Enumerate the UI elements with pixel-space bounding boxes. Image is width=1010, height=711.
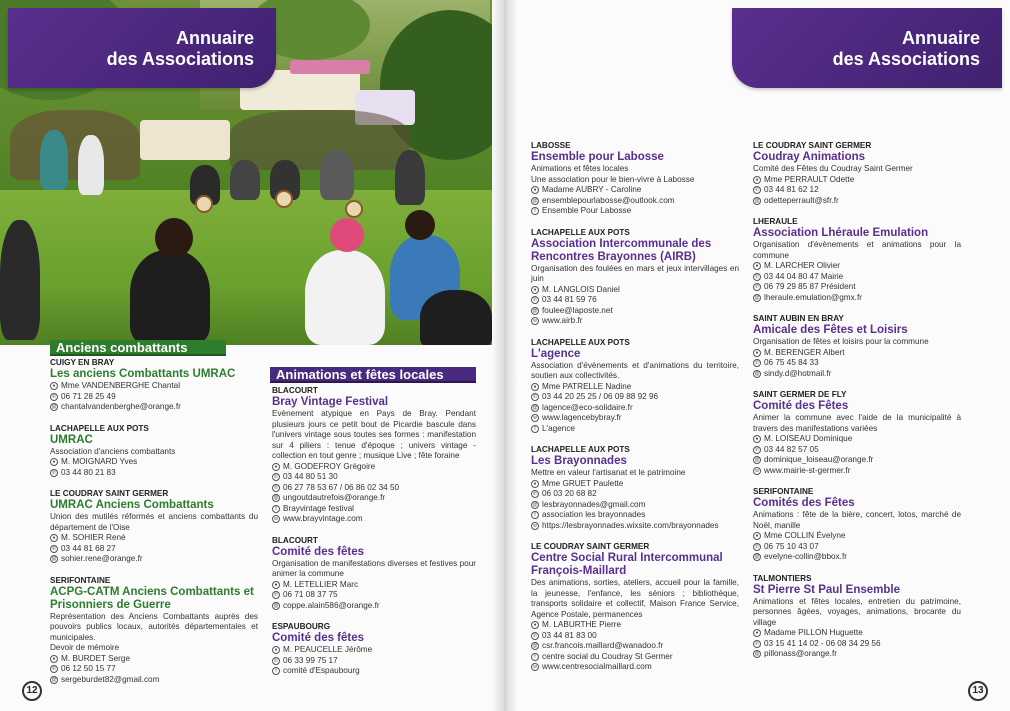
email-icon: @ xyxy=(532,404,538,411)
email-icon: @ xyxy=(532,307,538,314)
facebook-icon: f xyxy=(272,667,280,675)
contact-text: M. LABURTHE Pierre xyxy=(542,620,622,629)
contact-text: www.lagencebybray.fr xyxy=(542,413,622,422)
contact-text: L'agence xyxy=(542,423,575,433)
entry-contact-line xyxy=(50,544,258,555)
email-icon: @ xyxy=(273,602,279,609)
entry-contact-line xyxy=(50,533,258,544)
entry-contact-line[interactable] xyxy=(531,500,739,511)
entry-association-name: Coudray Animations xyxy=(753,151,866,163)
facebook-icon: f xyxy=(531,425,539,433)
contact-text: 03 44 04 80 47 Mairie xyxy=(764,271,844,281)
entry-town: TALMONTIERS xyxy=(753,573,812,583)
page-number-right: 13 xyxy=(968,681,988,701)
entry-description: Organisation de manifestations diverses et festives pour animer la commune xyxy=(272,558,476,578)
banner-title-line2: des Associations xyxy=(106,49,254,69)
contact-text: foulee@laposte.net xyxy=(542,305,613,315)
person-icon: ● xyxy=(753,349,761,357)
phone-icon: ✆ xyxy=(532,297,538,304)
contact-text: 06 12 50 15 77 xyxy=(61,664,116,673)
entry-town: BLACOURT xyxy=(272,535,318,545)
entry-description: Association d'anciens combattants xyxy=(50,446,176,456)
entry-description: Mettre en valeur l'artisanat et le patrimoine xyxy=(531,468,686,477)
web-icon: w xyxy=(531,414,539,422)
contact-text: 06 71 08 37 75 xyxy=(283,590,338,599)
email-icon: @ xyxy=(51,404,57,411)
association-entry xyxy=(50,357,258,413)
entry-contact-line[interactable] xyxy=(753,293,961,304)
association-entry xyxy=(50,423,258,479)
entry-contact-line xyxy=(272,656,476,667)
entry-contact-line xyxy=(50,643,258,654)
entry-contact-line xyxy=(753,175,961,186)
entry-town: SAINT GERMER DE FLY xyxy=(753,390,847,399)
entry-contact-line[interactable] xyxy=(531,662,739,673)
contact-text: 06 27 78 53 67 / 06 86 02 34 50 xyxy=(283,482,400,492)
association-entry xyxy=(753,573,961,660)
person-icon: ● xyxy=(272,463,280,471)
entry-description: Organisation des foulées en mars et jeux intervillages en juin xyxy=(531,263,739,283)
contact-text: ensemblepourlabosse@outlook.com xyxy=(542,195,675,205)
phone-icon: ✆ xyxy=(532,491,538,498)
phone-icon: ✆ xyxy=(754,360,760,367)
web-icon: w xyxy=(531,522,539,530)
phone-icon: ✆ xyxy=(51,666,57,673)
entry-contact-line xyxy=(50,664,258,675)
entry-contact-line[interactable] xyxy=(531,316,739,327)
entry-contact-line xyxy=(531,185,739,196)
contact-text: 03 15 41 14 02 - 06 08 34 29 56 xyxy=(764,638,881,648)
phone-icon: ✆ xyxy=(532,394,538,401)
contact-text: Mme PATRELLE Nadine xyxy=(542,381,632,391)
contact-text: www.centresocialmaillard.com xyxy=(542,662,652,671)
web-icon: w xyxy=(753,467,761,475)
entry-town: CUIGY EN BRAY xyxy=(50,358,115,367)
entry-description: Organisation d'évènements et animations pour la commune xyxy=(753,240,961,260)
entry-association-name: Comité des fêtes xyxy=(272,632,365,644)
phone-icon: ✆ xyxy=(273,592,279,599)
entry-town: LACHAPELLE AUX POTS xyxy=(50,423,149,433)
email-icon: @ xyxy=(754,457,760,464)
column-animations-left xyxy=(272,385,476,687)
entry-description: Evènement atypique en Pays de Bray. Pendant plusieurs jours ce petit bout de Picardie bascule dans l'univers vintage sous toutes ses formes : manifestation sur 4 piliers : tenue d'époque ; univers vintage - collection en tout genre ; musique Live ; fête foraine xyxy=(272,409,476,460)
header-banner-left xyxy=(8,8,276,88)
contact-text: M. SOHIER René xyxy=(61,533,126,542)
phone-icon: ✆ xyxy=(754,446,760,453)
banner-title-line2: des Associations xyxy=(832,49,980,69)
entry-contact-line xyxy=(531,489,739,500)
entry-town: SERIFONTAINE xyxy=(753,487,814,496)
email-icon: @ xyxy=(754,294,760,301)
contact-text: Brayvintage festival xyxy=(283,503,354,513)
entry-contact-line xyxy=(753,542,961,553)
contact-text: M. LETELLIER Marc xyxy=(283,579,359,589)
person-icon: ● xyxy=(272,646,280,654)
contact-text: sohier.rene@orange.fr xyxy=(61,554,143,563)
entry-contact-line xyxy=(50,392,258,403)
entry-contact-line xyxy=(531,652,739,663)
entry-association-name: L'agence xyxy=(531,347,581,360)
contact-text: association les brayonnades xyxy=(542,510,646,519)
entry-contact-line[interactable] xyxy=(272,601,476,612)
entry-contact-line xyxy=(753,445,961,456)
entry-description: Représentation des Anciens Combattants auprès des pouvoirs publics locaux, autorités départementales et municipales. xyxy=(50,611,258,642)
contact-text: Mme PERRAULT Odette xyxy=(764,174,855,184)
association-entry xyxy=(531,337,739,435)
email-icon: @ xyxy=(273,495,279,502)
phone-icon: ✆ xyxy=(51,545,57,552)
entry-contact-line[interactable] xyxy=(50,554,258,565)
banner-title-line1: Annuaire xyxy=(901,28,980,48)
entry-contact-line xyxy=(50,468,258,479)
association-entry xyxy=(531,444,739,531)
contact-text: M. LANGLOIS Daniel xyxy=(542,284,620,294)
contact-text: Mme COLLIN Évelyne xyxy=(764,531,846,540)
email-icon: @ xyxy=(51,676,57,683)
entry-association-name: Association Intercommunale des Rencontres Brayonnes (AIRB) xyxy=(531,237,712,263)
entry-contact-line[interactable] xyxy=(50,402,258,413)
entry-town: BLACOURT xyxy=(272,386,318,395)
web-icon: w xyxy=(531,663,539,671)
person-icon: ● xyxy=(531,383,539,391)
entry-association-name: Bray Vintage Festival xyxy=(272,396,389,408)
entry-contact-line xyxy=(531,206,739,217)
contact-text: Madame PILLON Huguette xyxy=(764,628,863,637)
entry-contact-line[interactable] xyxy=(753,649,961,660)
column-animations-right xyxy=(753,140,961,670)
web-icon: w xyxy=(272,515,280,523)
contact-text: M. BERENGER Albert xyxy=(764,347,845,357)
person-icon: ● xyxy=(753,435,761,443)
contact-text: 03 44 82 57 05 xyxy=(764,444,819,454)
contact-text: Ensemble Pour Labosse xyxy=(542,206,632,215)
association-entry xyxy=(531,541,739,673)
entry-association-name: Comités des Fêtes xyxy=(753,497,855,509)
association-entry xyxy=(531,227,739,327)
entry-contact-line xyxy=(272,504,476,515)
contact-text: lesbrayonnades@gmail.com xyxy=(542,499,646,509)
entry-contact-line[interactable] xyxy=(531,306,739,317)
email-icon: @ xyxy=(51,556,57,563)
association-entry xyxy=(272,535,476,612)
association-entry xyxy=(753,140,961,206)
person-icon: ● xyxy=(50,382,58,390)
entry-association-name: ACPG-CATM Anciens Combattants et Prisonniers de Guerre xyxy=(50,585,254,611)
entry-contact-line[interactable] xyxy=(531,521,739,532)
column-animations-middle xyxy=(531,140,739,683)
entry-town: ESPAUBOURG xyxy=(272,622,331,631)
phone-icon: ✆ xyxy=(754,187,760,194)
person-icon: ● xyxy=(50,458,58,466)
entry-town: LE COUDRAY SAINT GERMER xyxy=(531,542,650,551)
entry-contact-line[interactable] xyxy=(753,455,961,466)
entry-contact-line xyxy=(753,348,961,359)
entry-contact-line[interactable] xyxy=(753,369,961,380)
entry-contact-line[interactable] xyxy=(531,641,739,652)
contact-text: Devoir de mémoire xyxy=(50,643,120,652)
entry-description: Des animations, sorties, ateliers, accueil pour la famille, la jeunesse, l'enfance, les séniors ; bibliothèque, transports solidaire et collectif, Maison France Service, Agence Postale, permanences xyxy=(531,578,739,619)
entry-description: Union des mutilés réformés et anciens combattants du département de l'Oise xyxy=(50,512,258,532)
section-anciens-combattants: Anciens combattants xyxy=(50,340,226,356)
entry-contact-line[interactable] xyxy=(272,514,476,525)
entry-contact-line xyxy=(531,620,739,631)
entry-contact-line[interactable] xyxy=(531,403,739,414)
entry-description: Animer la commune avec l'aide de la municipalité à travers des manifestations variées xyxy=(753,413,961,433)
entry-association-name: Association Lhéraule Emulation xyxy=(753,227,929,239)
entry-association-name: Les Brayonnades xyxy=(531,455,627,467)
contact-text: 03 44 80 51 30 xyxy=(283,472,338,481)
contact-text: 03 44 81 62 12 xyxy=(764,185,819,194)
contact-text: coppe.alain586@orange.fr xyxy=(283,600,380,610)
contact-text: 06 03 20 68 82 xyxy=(542,489,597,498)
association-entry xyxy=(272,385,476,525)
contact-text: lagence@eco-solidaire.fr xyxy=(542,402,633,412)
entry-contact-line xyxy=(531,285,739,296)
person-icon: ● xyxy=(753,629,761,637)
entry-contact-line xyxy=(753,434,961,445)
contact-text: Madame AUBRY - Caroline xyxy=(542,185,642,194)
entry-association-name: Comité des Fêtes xyxy=(753,400,849,412)
entry-town: SAINT AUBIN EN BRAY xyxy=(753,314,844,323)
phone-icon: ✆ xyxy=(51,469,57,476)
contact-text: sindy.d@hotmail.fr xyxy=(764,368,832,378)
contact-text: ungoutdautrefois@orange.fr xyxy=(283,493,386,502)
entry-contact-line xyxy=(50,457,258,468)
facebook-icon: f xyxy=(531,511,539,519)
phone-icon: ✆ xyxy=(51,393,57,400)
association-entry xyxy=(50,575,258,686)
entry-association-name: UMRAC xyxy=(50,433,93,446)
phone-icon: ✆ xyxy=(273,484,279,491)
person-icon: ● xyxy=(50,655,58,663)
contact-text: lheraule.emulation@gmx.fr xyxy=(764,292,862,302)
entry-description: Animations et fêtes locales Une association pour le bien-vivre à Labosse xyxy=(531,164,695,184)
person-icon: ● xyxy=(753,176,761,184)
contact-text: evelyne-collin@bbox.fr xyxy=(764,552,847,561)
entry-town: LE COUDRAY SAINT GERMER xyxy=(753,141,872,150)
email-icon: @ xyxy=(754,554,760,561)
entry-contact-line xyxy=(272,483,476,494)
entry-contact-line xyxy=(272,462,476,473)
entry-contact-line[interactable] xyxy=(753,196,961,207)
contact-text: pillonass@orange.fr xyxy=(764,649,837,658)
section-animations-fetes: Animations et fêtes locales xyxy=(270,367,476,383)
entry-contact-line xyxy=(531,392,739,403)
contact-text: 03 44 81 83 00 xyxy=(542,630,597,640)
contact-text: 06 75 10 43 07 xyxy=(764,541,819,551)
entry-town: LABOSSE xyxy=(531,141,571,150)
contact-text: 03 44 81 68 27 xyxy=(61,543,116,553)
web-icon: w xyxy=(531,317,539,325)
entry-town: LACHAPELLE AUX POTS xyxy=(531,227,630,237)
entry-contact-line[interactable] xyxy=(753,466,961,477)
contact-text: M. GODEFROY Grégoire xyxy=(283,461,376,471)
header-banner-right xyxy=(732,8,1002,88)
entry-contact-line[interactable] xyxy=(50,675,258,686)
entry-association-name: UMRAC Anciens Combattants xyxy=(50,499,214,511)
contact-text: chantalvandenberghe@orange.fr xyxy=(61,402,181,411)
contact-text: odetteperrault@sfr.fr xyxy=(764,195,839,205)
phone-icon: ✆ xyxy=(754,273,760,280)
entry-town: LACHAPELLE AUX POTS xyxy=(531,445,630,454)
contact-text: 06 75 45 84 33 xyxy=(764,358,819,367)
entry-contact-line xyxy=(531,631,739,642)
entry-town: LACHAPELLE AUX POTS xyxy=(531,337,630,347)
entry-contact-line xyxy=(753,531,961,542)
phone-icon: ✆ xyxy=(532,632,538,639)
contact-text: M. LARCHER Olivier xyxy=(764,261,840,270)
entry-description: Animations : fête de la bière, concert, lotos, marché de Noël, manille xyxy=(753,510,961,530)
entry-town: LHERAULE xyxy=(753,217,798,226)
facebook-icon: f xyxy=(531,653,539,661)
person-icon: ● xyxy=(272,581,280,589)
person-icon: ● xyxy=(50,534,58,542)
book-gutter xyxy=(492,0,518,711)
person-icon: ● xyxy=(531,186,539,194)
email-icon: @ xyxy=(754,370,760,377)
person-icon: ● xyxy=(753,532,761,540)
contact-text: 06 71 28 25 49 xyxy=(61,391,116,401)
contact-text: dominique_loiseau@orange.fr xyxy=(764,455,874,464)
phone-icon: ✆ xyxy=(273,474,279,481)
contact-text: 03 44 81 59 76 xyxy=(542,295,597,304)
email-icon: @ xyxy=(532,197,538,204)
entry-contact-line[interactable] xyxy=(531,196,739,207)
entry-association-name: Ensemble pour Labosse xyxy=(531,151,664,163)
facebook-icon: f xyxy=(272,505,280,513)
entry-description: Organisation de fêtes et loisirs pour la commune xyxy=(753,337,929,346)
association-entry xyxy=(531,140,739,217)
entry-association-name: Amicale des Fêtes et Loisirs xyxy=(753,324,908,336)
entry-description: Animations et fêtes locales, entretien du patrimoine, personnes âgées, voyages, animations, brocante du village xyxy=(753,596,961,627)
entry-contact-line[interactable] xyxy=(272,493,476,504)
entry-contact-line xyxy=(272,645,476,656)
column-anciens-combattants xyxy=(50,357,258,695)
entry-description: Comité des Fêtes du Coudray Saint Germer xyxy=(753,164,913,173)
contact-text: 06 33 99 75 17 xyxy=(283,655,338,665)
entry-town: SERIFONTAINE xyxy=(50,575,111,585)
person-icon: ● xyxy=(531,286,539,294)
person-icon: ● xyxy=(531,480,539,488)
contact-text: M. MOIGNARD Yves xyxy=(61,457,138,466)
association-entry xyxy=(753,389,961,476)
email-icon: @ xyxy=(754,197,760,204)
entry-contact-line xyxy=(753,261,961,272)
contact-text: Mme GRUET Paulette xyxy=(542,478,624,488)
entry-contact-line[interactable] xyxy=(753,552,961,563)
entry-contact-line xyxy=(531,479,739,490)
entry-contact-line xyxy=(272,590,476,601)
email-icon: @ xyxy=(532,501,538,508)
association-entry xyxy=(753,486,961,563)
contact-text: comité d'Espaubourg xyxy=(283,666,360,675)
contact-text: csr.francois.maillard@wanadoo.fr xyxy=(542,641,664,650)
entry-contact-line[interactable] xyxy=(531,413,739,424)
contact-text: M. BURDET Serge xyxy=(61,653,131,663)
entry-association-name: Les anciens Combattants UMRAC xyxy=(50,368,236,380)
entry-association-name: Centre Social Rural Intercommunal François-Maillard xyxy=(531,552,723,577)
contact-text: www.mairie-st-germer.fr xyxy=(764,465,851,475)
phone-icon: ✆ xyxy=(273,657,279,664)
entry-contact-line xyxy=(753,185,961,196)
phone-icon: ✆ xyxy=(754,640,760,647)
contact-text: centre social du Coudray St Germer xyxy=(542,651,673,661)
contact-text: 03 44 80 21 83 xyxy=(61,467,116,477)
entry-contact-line xyxy=(753,628,961,639)
contact-text: M. PEAUCELLE Jérôme xyxy=(283,645,373,654)
page-number-left: 12 xyxy=(22,681,42,701)
entry-town: LE COUDRAY SAINT GERMER xyxy=(50,489,169,498)
contact-text: www.brayvintage.com xyxy=(283,514,363,523)
association-entry xyxy=(50,488,258,565)
email-icon: @ xyxy=(532,643,538,650)
email-icon: @ xyxy=(754,651,760,658)
banner-title-line1: Annuaire xyxy=(175,28,254,48)
phone-icon: ✆ xyxy=(754,543,760,550)
contact-text: M. LOISEAU Dominique xyxy=(764,434,853,443)
entry-contact-line xyxy=(531,510,739,521)
person-icon: ● xyxy=(753,262,761,270)
entry-contact-line xyxy=(272,580,476,591)
entry-contact-line xyxy=(531,295,739,306)
association-entry xyxy=(272,621,476,677)
contact-text: https://lesbrayonnades.wixsite.com/brayonnades xyxy=(542,520,719,530)
contact-text: Mme VANDENBERGHE Chantal xyxy=(61,381,181,390)
entry-contact-line xyxy=(531,382,739,393)
entry-description: Association d'évènements et d'animations du territoire, soutien aux collectivités. xyxy=(531,360,739,380)
contact-text: www.airb.fr xyxy=(542,316,583,325)
entry-contact-line xyxy=(753,272,961,283)
contact-text: sergeburdet82@gmail.com xyxy=(61,674,160,684)
phone-icon: ✆ xyxy=(754,284,760,291)
association-entry xyxy=(753,313,961,379)
entry-association-name: St Pierre St Paul Ensemble xyxy=(753,583,901,596)
entry-contact-line xyxy=(272,472,476,483)
entry-contact-line xyxy=(50,381,258,392)
association-entry xyxy=(753,216,961,303)
entry-contact-line xyxy=(753,639,961,650)
facebook-icon: f xyxy=(531,207,539,215)
entry-contact-line xyxy=(531,424,739,435)
entry-contact-line xyxy=(753,358,961,369)
entry-contact-line xyxy=(50,654,258,665)
contact-text: 06 79 29 85 87 Président xyxy=(764,282,856,291)
person-icon: ● xyxy=(531,621,539,629)
entry-contact-line xyxy=(272,666,476,677)
entry-association-name: Comité des fêtes xyxy=(272,545,365,558)
right-page xyxy=(505,0,1010,711)
contact-text: 03 44 20 25 25 / 06 09 88 92 96 xyxy=(542,392,659,401)
entry-contact-line xyxy=(753,282,961,293)
